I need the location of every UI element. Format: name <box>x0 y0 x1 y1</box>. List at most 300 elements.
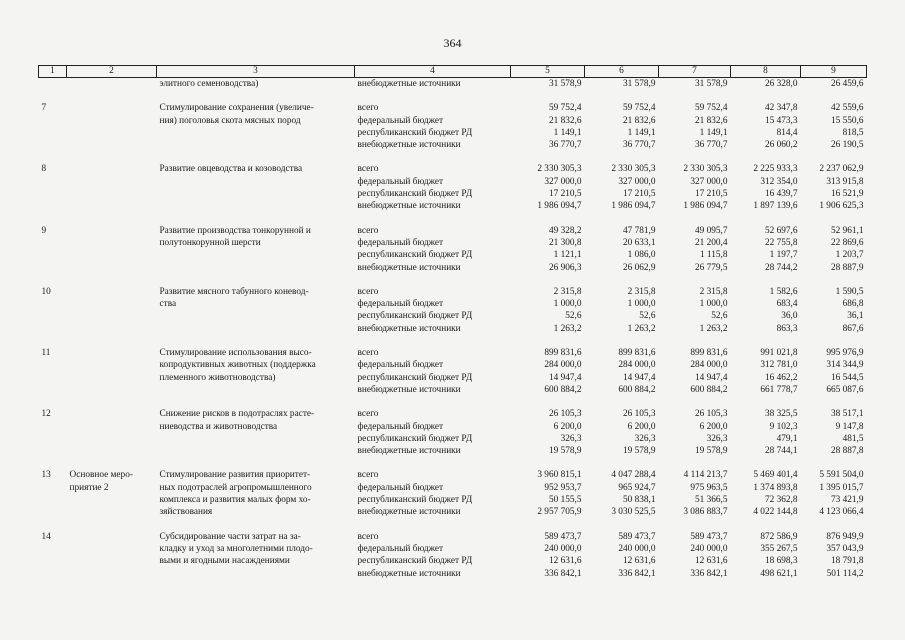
row-value: 240 000,0 <box>618 543 656 554</box>
row-group <box>67 323 157 335</box>
row-number <box>39 482 67 494</box>
row-value: 36 770,7 <box>548 140 582 151</box>
row-value: 26 328,0 <box>764 79 798 89</box>
row-group <box>67 188 157 200</box>
row-group <box>67 127 157 139</box>
spacer-row <box>39 90 867 102</box>
row-value: 3 960 815,1 <box>537 470 582 481</box>
row-source: федеральный бюджет <box>357 115 444 126</box>
row-group <box>67 286 157 298</box>
row-value: 1 000,0 <box>553 299 582 310</box>
row-number: 10 <box>41 286 51 297</box>
table-row <box>39 286 867 298</box>
row-name: копродуктивных животных (поддержка <box>159 360 316 371</box>
table-row <box>39 237 867 249</box>
row-number <box>39 298 67 310</box>
row-number: 8 <box>41 164 47 175</box>
header-row <box>39 66 867 78</box>
row-value: 589 473,7 <box>690 531 728 542</box>
row-value: 313 915,8 <box>826 176 864 187</box>
row-name: Стимулирование развития приоритет- <box>159 470 311 481</box>
row-value: 16 544,5 <box>830 372 864 383</box>
row-group <box>67 115 157 127</box>
row-value: 2 330 305,3 <box>683 164 728 175</box>
row-value: 12 631,6 <box>694 556 728 567</box>
row-name <box>157 323 355 335</box>
row-value: 2 225 933,3 <box>753 164 798 175</box>
row-name: комплекса и развития малых форм хо- <box>159 495 311 506</box>
table-row <box>39 372 867 384</box>
row-value: 481,5 <box>842 433 864 444</box>
row-source: внебюджетные источники <box>357 262 461 273</box>
row-group <box>67 555 157 567</box>
row-name: Развитие мясного табунного коневод- <box>159 286 309 297</box>
row-source: федеральный бюджет <box>357 543 444 554</box>
row-value: 995 976,9 <box>826 348 864 359</box>
row-value: 3 086 883,7 <box>683 507 728 518</box>
row-group <box>67 384 157 396</box>
row-value: 14 947,4 <box>548 372 582 383</box>
row-source: республиканский бюджет РД <box>357 311 473 322</box>
row-value: 501 114,2 <box>826 568 864 579</box>
row-value: 1 582,6 <box>769 286 798 297</box>
row-value: 72 362,8 <box>764 495 798 506</box>
spacer-cell <box>39 457 867 469</box>
row-name: Субсидирование части затрат на за- <box>159 531 301 542</box>
row-number <box>39 200 67 212</box>
spacer-cell <box>39 151 867 163</box>
row-group <box>67 139 157 151</box>
row-value: 16 439,7 <box>764 189 798 200</box>
row-number <box>39 568 67 580</box>
row-value: 1 149,1 <box>699 127 728 138</box>
row-value: 1 986 094,7 <box>611 201 656 212</box>
row-value: 21 832,6 <box>548 115 582 126</box>
row-value: 28 887,8 <box>830 446 864 457</box>
row-value: 3 030 525,5 <box>611 507 656 518</box>
row-name: кладку и уход за многолетними плодо- <box>159 543 313 554</box>
row-value: 52 961,1 <box>830 225 864 236</box>
row-value: 12 631,6 <box>548 556 582 567</box>
row-value: 52,6 <box>711 311 728 322</box>
row-value: 19 578,9 <box>622 446 656 457</box>
spacer-row <box>39 274 867 286</box>
row-source: всего <box>357 225 379 236</box>
row-value: 38 517,1 <box>830 409 864 420</box>
row-source: республиканский бюджет РД <box>357 189 473 200</box>
row-group <box>67 433 157 445</box>
row-number: 11 <box>41 348 51 359</box>
row-value: 284 000,0 <box>618 360 656 371</box>
header-cell: 9 <box>801 66 867 78</box>
table-row <box>39 384 867 396</box>
row-number <box>39 494 67 506</box>
row-number <box>39 433 67 445</box>
row-value: 2 330 305,3 <box>611 164 656 175</box>
row-number <box>39 384 67 396</box>
table-row <box>39 469 867 481</box>
row-value: 51 366,5 <box>694 495 728 506</box>
row-name <box>157 568 355 580</box>
row-value: 47 781,9 <box>622 225 656 236</box>
row-value: 357 043,9 <box>826 543 864 554</box>
row-value: 1 000,0 <box>699 299 728 310</box>
row-value: 1 149,1 <box>553 127 582 138</box>
row-value: 18 791,8 <box>830 556 864 567</box>
row-source: республиканский бюджет РД <box>357 372 473 383</box>
row-name: выми и ягодными насаждениями <box>159 556 290 567</box>
row-name: Снижение рисков в подотраслях расте- <box>159 409 315 420</box>
row-value: 312 781,0 <box>760 360 798 371</box>
table-row <box>39 200 867 212</box>
table-row <box>39 225 867 237</box>
row-value: 26 105,3 <box>694 409 728 420</box>
row-group <box>67 372 157 384</box>
header-cell: 3 <box>157 66 355 78</box>
spacer-cell <box>39 90 867 102</box>
row-name: Стимулирование сохранения (увеличе- <box>159 103 314 114</box>
row-value: 28 744,2 <box>764 262 798 273</box>
row-name <box>157 249 355 261</box>
row-value: 19 578,9 <box>694 446 728 457</box>
row-source: внебюджетные источники <box>357 384 461 395</box>
row-value: 1 897 139,6 <box>753 201 798 212</box>
row-name <box>157 176 355 188</box>
row-value: 22 755,8 <box>764 237 798 248</box>
row-value: 59 752,4 <box>694 103 728 114</box>
row-value: 31 578,9 <box>694 79 728 89</box>
row-value: 2 957 705,9 <box>537 507 582 518</box>
spacer-row <box>39 335 867 347</box>
row-value: 818,5 <box>842 127 864 138</box>
row-value: 5 469 401,4 <box>753 470 798 481</box>
row-value: 965 924,7 <box>618 482 656 493</box>
row-source: республиканский бюджет РД <box>357 433 473 444</box>
row-value: 1 395 015,7 <box>819 482 864 493</box>
spacer-cell <box>39 519 867 531</box>
row-name <box>157 310 355 322</box>
row-number <box>39 323 67 335</box>
row-value: 38 325,5 <box>764 409 798 420</box>
row-value: 14 947,4 <box>694 372 728 383</box>
row-value: 59 752,4 <box>622 103 656 114</box>
row-value: 1 086,0 <box>627 250 656 261</box>
row-number <box>39 359 67 371</box>
row-value: 19 578,9 <box>548 446 582 457</box>
row-number <box>39 555 67 567</box>
row-value: 52,6 <box>565 311 582 322</box>
row-value: 600 884,2 <box>544 384 582 395</box>
row-name: Развитие производства тонкорунной и <box>159 225 311 236</box>
spacer-row <box>39 457 867 469</box>
row-value: 975 963,5 <box>690 482 728 493</box>
row-name: элитного семеноводства) <box>159 79 259 89</box>
row-name <box>157 262 355 274</box>
header-cell: 1 <box>39 66 67 78</box>
row-value: 42 559,6 <box>830 103 864 114</box>
row-value: 15 473,3 <box>764 115 798 126</box>
row-group <box>67 225 157 237</box>
row-source: федеральный бюджет <box>357 360 444 371</box>
row-value: 17 210,5 <box>548 189 582 200</box>
row-group <box>67 347 157 359</box>
table-row <box>39 568 867 580</box>
row-value: 36,1 <box>847 311 864 322</box>
row-number <box>39 127 67 139</box>
row-value: 589 473,7 <box>618 531 656 542</box>
table-row <box>39 421 867 433</box>
table-row <box>39 310 867 322</box>
table-row <box>39 249 867 261</box>
row-group <box>67 176 157 188</box>
row-name: полутонкорунной шерсти <box>159 237 261 248</box>
row-value: 21 200,4 <box>694 237 728 248</box>
row-number <box>39 310 67 322</box>
row-value: 1 203,7 <box>835 250 864 261</box>
row-name: ния) поголовья скота мясных пород <box>159 115 301 126</box>
row-group <box>67 200 157 212</box>
row-value: 336 842,1 <box>618 568 656 579</box>
row-value: 4 123 066,4 <box>819 507 864 518</box>
row-value: 867,6 <box>842 323 864 334</box>
table-row <box>39 127 867 139</box>
row-value: 899 831,6 <box>618 348 656 359</box>
row-value: 26 459,6 <box>830 79 864 89</box>
table-row <box>39 323 867 335</box>
row-source: федеральный бюджет <box>357 237 444 248</box>
row-source: внебюджетные источники <box>357 79 461 89</box>
row-name <box>157 139 355 151</box>
row-name <box>157 445 355 457</box>
row-number <box>39 188 67 200</box>
row-value: 15 550,6 <box>830 115 864 126</box>
row-group <box>67 262 157 274</box>
row-source: внебюджетные источники <box>357 568 461 579</box>
table-row <box>39 102 867 114</box>
row-value: 1 986 094,7 <box>537 201 582 212</box>
row-value: 26 105,3 <box>622 409 656 420</box>
row-group <box>67 249 157 261</box>
spacer-row <box>39 151 867 163</box>
row-number: 9 <box>41 225 47 236</box>
row-number <box>39 506 67 518</box>
spacer-cell <box>39 396 867 408</box>
row-value: 1 263,2 <box>553 323 582 334</box>
row-number <box>39 421 67 433</box>
row-name: Стимулирование использования высо- <box>159 348 312 359</box>
row-group <box>67 543 157 555</box>
row-value: 686,8 <box>842 299 864 310</box>
table-row <box>39 506 867 518</box>
row-value: 240 000,0 <box>544 543 582 554</box>
row-value: 1 906 625,3 <box>819 201 864 212</box>
row-value: 327 000,0 <box>544 176 582 187</box>
row-source: внебюджетные источники <box>357 201 461 212</box>
row-value: 336 842,1 <box>690 568 728 579</box>
row-source: всего <box>357 348 379 359</box>
row-value: 9 102,3 <box>769 421 798 432</box>
row-value: 284 000,0 <box>544 360 582 371</box>
row-value: 4 047 288,4 <box>611 470 656 481</box>
row-value: 4 114 213,7 <box>683 470 728 481</box>
row-number <box>39 445 67 457</box>
row-source: республиканский бюджет РД <box>357 495 473 506</box>
row-value: 683,4 <box>776 299 798 310</box>
row-number <box>39 139 67 151</box>
row-value: 1 115,8 <box>699 250 728 261</box>
row-source: внебюджетные источники <box>357 323 461 334</box>
row-name: зяйствования <box>159 507 213 518</box>
row-value: 1 121,1 <box>553 250 582 261</box>
table-row <box>39 482 867 494</box>
row-name: Развитие овцеводства и козоводства <box>159 164 303 175</box>
row-value: 36,0 <box>781 311 798 322</box>
row-number <box>39 543 67 555</box>
row-value: 1 590,5 <box>835 286 864 297</box>
row-value: 600 884,2 <box>690 384 728 395</box>
row-value: 26 190,5 <box>830 140 864 151</box>
row-value: 312 354,0 <box>760 176 798 187</box>
row-value: 50 155,5 <box>548 495 582 506</box>
row-source: всего <box>357 470 379 481</box>
row-group <box>67 568 157 580</box>
row-source: федеральный бюджет <box>357 176 444 187</box>
table-row <box>39 531 867 543</box>
row-value: 31 578,9 <box>548 79 582 89</box>
spacer-cell <box>39 213 867 225</box>
row-value: 899 831,6 <box>690 348 728 359</box>
header-cell: 4 <box>355 66 511 78</box>
row-number <box>39 262 67 274</box>
row-group <box>67 237 157 249</box>
continuation-row <box>39 78 867 91</box>
spacer-cell <box>39 274 867 286</box>
row-value: 16 462,2 <box>764 372 798 383</box>
page-number: 364 <box>443 36 462 50</box>
row-number <box>39 115 67 127</box>
row-value: 36 770,7 <box>694 140 728 151</box>
row-number <box>39 78 67 91</box>
row-value: 12 631,6 <box>622 556 656 567</box>
row-value: 1 000,0 <box>627 299 656 310</box>
row-name <box>157 188 355 200</box>
row-group <box>67 445 157 457</box>
row-value: 16 521,9 <box>830 189 864 200</box>
header-cell: 5 <box>511 66 585 78</box>
table-row <box>39 543 867 555</box>
row-group <box>67 298 157 310</box>
row-source: всего <box>357 286 379 297</box>
table-row <box>39 555 867 567</box>
row-value: 26 105,3 <box>548 409 582 420</box>
row-group <box>67 78 157 91</box>
row-value: 2 237 062,9 <box>819 164 864 175</box>
row-value: 26 060,2 <box>764 140 798 151</box>
row-value: 665 087,6 <box>826 384 864 395</box>
table-row <box>39 494 867 506</box>
row-value: 22 869,6 <box>830 237 864 248</box>
row-value: 5 591 504,0 <box>819 470 864 481</box>
row-value: 36 770,7 <box>622 140 656 151</box>
row-value: 326,3 <box>560 433 582 444</box>
row-value: 14 947,4 <box>622 372 656 383</box>
row-value: 336 842,1 <box>544 568 582 579</box>
row-name: племенного животноводства) <box>159 372 276 383</box>
spacer-row <box>39 519 867 531</box>
spacer-cell <box>39 335 867 347</box>
header-cell: 8 <box>731 66 801 78</box>
row-source: федеральный бюджет <box>357 421 444 432</box>
row-source: всего <box>357 531 379 542</box>
table-row <box>39 163 867 175</box>
row-group <box>67 163 157 175</box>
row-value: 872 586,9 <box>760 531 798 542</box>
row-value: 21 832,6 <box>622 115 656 126</box>
table-row <box>39 359 867 371</box>
row-value: 326,3 <box>634 433 656 444</box>
row-name <box>157 127 355 139</box>
row-name: ства <box>159 299 177 310</box>
header-cell: 7 <box>659 66 731 78</box>
row-source: всего <box>357 409 379 420</box>
table-row <box>39 298 867 310</box>
row-number: 14 <box>41 531 51 542</box>
table-row <box>39 408 867 420</box>
row-source: внебюджетные источники <box>357 507 461 518</box>
row-group <box>67 531 157 543</box>
row-name: ниеводства и животноводства <box>159 421 278 432</box>
row-group: приятие 2 <box>69 482 109 493</box>
row-value: 6 200,0 <box>553 421 582 432</box>
row-source: всего <box>357 164 379 175</box>
row-value: 314 344,9 <box>826 360 864 371</box>
row-number: 12 <box>41 409 51 420</box>
row-value: 326,3 <box>706 433 728 444</box>
row-value: 876 949,9 <box>826 531 864 542</box>
row-source: всего <box>357 103 379 114</box>
row-value: 17 210,5 <box>622 189 656 200</box>
row-value: 1 263,2 <box>627 323 656 334</box>
row-source: федеральный бюджет <box>357 299 444 310</box>
row-value: 28 887,9 <box>830 262 864 273</box>
row-source: внебюджетные источники <box>357 140 461 151</box>
row-value: 49 328,2 <box>548 225 582 236</box>
budget-table <box>38 65 867 580</box>
row-number <box>39 176 67 188</box>
table-row <box>39 445 867 457</box>
row-value: 899 831,6 <box>544 348 582 359</box>
row-value: 2 330 305,3 <box>537 164 582 175</box>
table-row <box>39 115 867 127</box>
table-row <box>39 433 867 445</box>
header-cell: 6 <box>585 66 659 78</box>
row-group <box>67 102 157 114</box>
row-value: 355 267,5 <box>760 543 798 554</box>
row-group <box>67 506 157 518</box>
row-group: Основное меро- <box>69 470 133 481</box>
row-source: республиканский бюджет РД <box>357 127 473 138</box>
row-value: 6 200,0 <box>627 421 656 432</box>
row-value: 814,4 <box>776 127 798 138</box>
row-name: ных подотраслей агропромышленного <box>159 482 312 493</box>
table-row <box>39 139 867 151</box>
row-value: 18 698,3 <box>764 556 798 567</box>
row-source: республиканский бюджет РД <box>357 556 473 567</box>
row-group <box>67 421 157 433</box>
row-value: 73 421,9 <box>830 495 864 506</box>
row-name <box>157 433 355 445</box>
row-value: 952 953,7 <box>544 482 582 493</box>
